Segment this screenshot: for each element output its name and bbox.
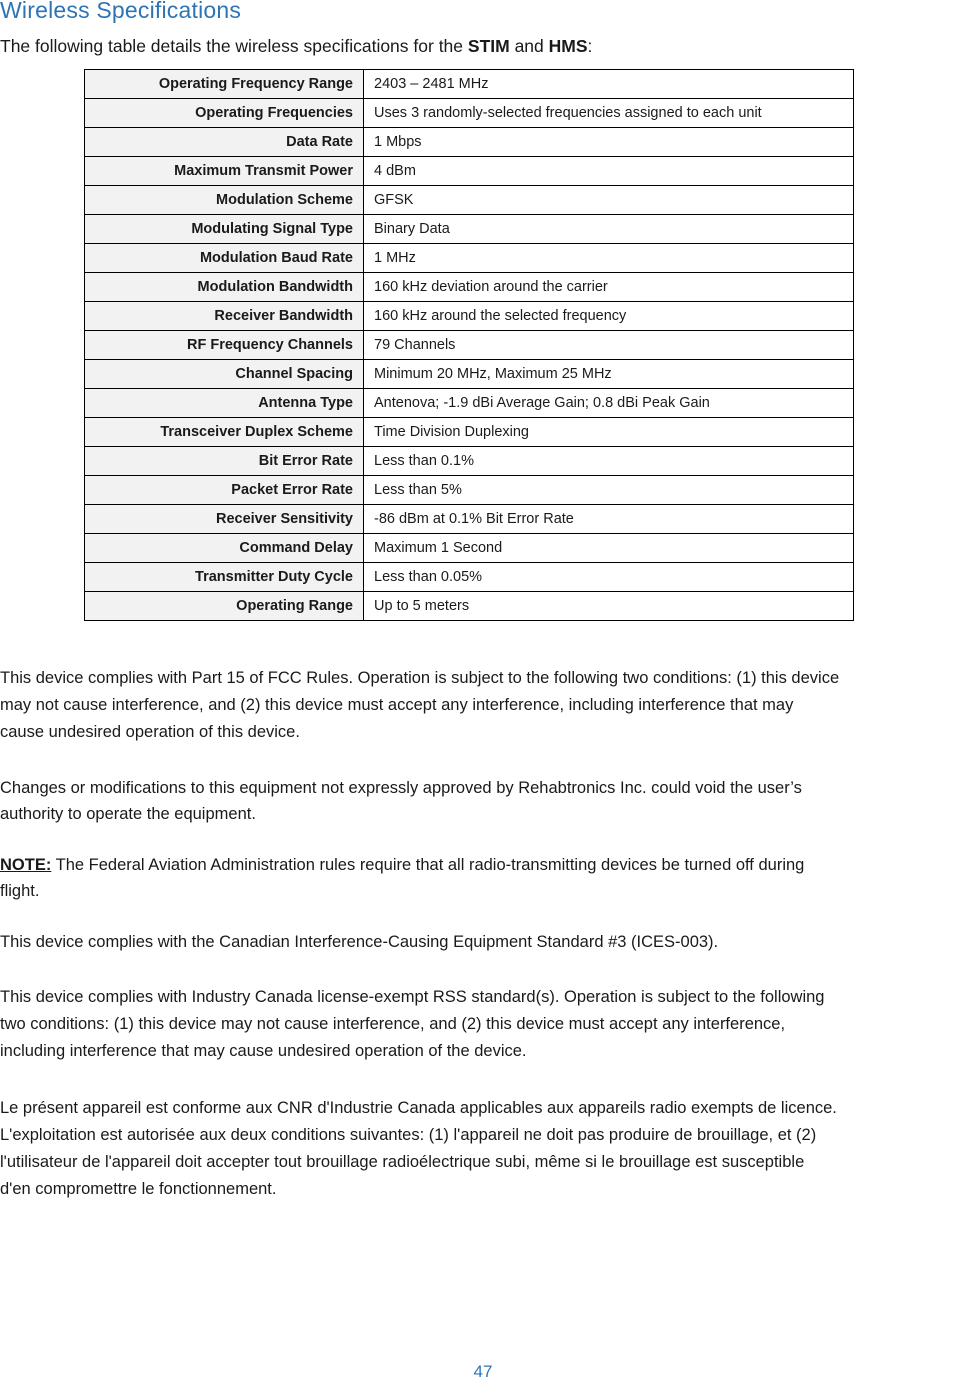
spec-value: 160 kHz deviation around the carrier bbox=[364, 273, 854, 302]
changes-line: authority to operate the equipment. bbox=[0, 805, 256, 823]
spec-key: Packet Error Rate bbox=[85, 476, 364, 505]
spec-key: Modulating Signal Type bbox=[85, 215, 364, 244]
spec-row bbox=[85, 534, 854, 563]
spec-row bbox=[85, 215, 854, 244]
french-line: d'en compromettre le fonctionnement. bbox=[0, 1180, 277, 1198]
spec-key: Command Delay bbox=[85, 534, 364, 563]
intro-hms: HMS bbox=[548, 36, 588, 56]
french-line: Le présent appareil est conforme aux CNR d'Industrie Canada applicables aux appareils radio exempts de licence. bbox=[0, 1099, 837, 1117]
section-heading: Wireless Specifications bbox=[0, 0, 242, 23]
spec-value: 2403 – 2481 MHz bbox=[364, 70, 854, 99]
spec-key: Antenna Type bbox=[85, 389, 364, 418]
fcc-line: This device complies with Part 15 of FCC Rules. Operation is subject to the following two conditions: (1) this device bbox=[0, 669, 840, 687]
spec-key: Operating Frequencies bbox=[85, 99, 364, 128]
spec-value: 79 Channels bbox=[364, 331, 854, 360]
fcc-line: may not cause interference, and (2) this device must accept any interference, including interference that may bbox=[0, 696, 794, 714]
spec-value: -86 dBm at 0.1% Bit Error Rate bbox=[364, 505, 854, 534]
wireless-spec-table bbox=[84, 69, 854, 621]
spec-key: Transceiver Duplex Scheme bbox=[85, 418, 364, 447]
spec-key: Maximum Transmit Power bbox=[85, 157, 364, 186]
spec-value: Maximum 1 Second bbox=[364, 534, 854, 563]
french-paragraph bbox=[0, 1095, 966, 1203]
intro-text bbox=[0, 36, 592, 57]
intro-suffix: : bbox=[587, 36, 593, 56]
spec-row bbox=[85, 99, 854, 128]
spec-value: Binary Data bbox=[364, 215, 854, 244]
spec-row bbox=[85, 331, 854, 360]
spec-value: Antenova; -1.9 dBi Average Gain; 0.8 dBi Peak Gain bbox=[364, 389, 854, 418]
note-line: flight. bbox=[0, 882, 40, 900]
spec-key: Modulation Baud Rate bbox=[85, 244, 364, 273]
note-line bbox=[0, 852, 966, 878]
spec-key: Receiver Sensitivity bbox=[85, 505, 364, 534]
spec-value: GFSK bbox=[364, 186, 854, 215]
ic-paragraph bbox=[0, 984, 966, 1065]
spec-row bbox=[85, 273, 854, 302]
spec-key: Receiver Bandwidth bbox=[85, 302, 364, 331]
spec-row bbox=[85, 505, 854, 534]
spec-value: 4 dBm bbox=[364, 157, 854, 186]
spec-key: Bit Error Rate bbox=[85, 447, 364, 476]
note-text: The Federal Aviation Administration rules require that all radio-transmitting devices be turned off during bbox=[51, 856, 805, 874]
spec-row bbox=[85, 302, 854, 331]
spec-value: Less than 0.1% bbox=[364, 447, 854, 476]
ic-line: This device complies with Industry Canada license-exempt RSS standard(s). Operation is subject to the following bbox=[0, 988, 825, 1006]
spec-row bbox=[85, 563, 854, 592]
note-label: NOTE: bbox=[0, 856, 52, 874]
spec-value: Time Division Duplexing bbox=[364, 418, 854, 447]
ic-line: including interference that may cause undesired operation of the device. bbox=[0, 1042, 527, 1060]
spec-row bbox=[85, 360, 854, 389]
spec-key: Channel Spacing bbox=[85, 360, 364, 389]
spec-row bbox=[85, 418, 854, 447]
spec-row bbox=[85, 244, 854, 273]
intro-prefix: The following table details the wireless specifications for the bbox=[0, 36, 468, 56]
spec-key: Operating Frequency Range bbox=[85, 70, 364, 99]
spec-key: Transmitter Duty Cycle bbox=[85, 563, 364, 592]
french-line: L'exploitation est autorisée aux deux conditions suivantes: (1) l'appareil ne doit pas produire de brouillage, et (2) bbox=[0, 1126, 817, 1144]
french-line: l'utilisateur de l'appareil doit accepter tout brouillage radioélectrique subi, même si le brouillage est susceptible bbox=[0, 1153, 805, 1171]
spec-value: Up to 5 meters bbox=[364, 592, 854, 621]
spec-value: Minimum 20 MHz, Maximum 25 MHz bbox=[364, 360, 854, 389]
intro-middle: and bbox=[509, 36, 549, 56]
page-number: 47 bbox=[473, 1362, 493, 1381]
spec-row bbox=[85, 157, 854, 186]
spec-row bbox=[85, 447, 854, 476]
ices-paragraph: This device complies with the Canadian Interference-Causing Equipment Standard #3 (ICES-003). bbox=[0, 933, 719, 951]
spec-row bbox=[85, 70, 854, 99]
spec-key: Modulation Bandwidth bbox=[85, 273, 364, 302]
spec-key: Modulation Scheme bbox=[85, 186, 364, 215]
changes-line: Changes or modifications to this equipment not expressly approved by Rehabtronics Inc. could void the user’s bbox=[0, 779, 802, 797]
spec-row bbox=[85, 592, 854, 621]
note-paragraph bbox=[0, 852, 966, 904]
ic-line: two conditions: (1) this device may not cause interference, and (2) this device must accept any interference, bbox=[0, 1015, 786, 1033]
fcc-line: cause undesired operation of this device. bbox=[0, 723, 300, 741]
spec-row bbox=[85, 186, 854, 215]
changes-paragraph bbox=[0, 775, 966, 827]
spec-row bbox=[85, 128, 854, 157]
spec-value: Less than 5% bbox=[364, 476, 854, 505]
spec-key: Operating Range bbox=[85, 592, 364, 621]
spec-value: Less than 0.05% bbox=[364, 563, 854, 592]
spec-value: Uses 3 randomly-selected frequencies assigned to each unit bbox=[364, 99, 854, 128]
spec-key: RF Frequency Channels bbox=[85, 331, 364, 360]
spec-row bbox=[85, 389, 854, 418]
spec-value: 1 Mbps bbox=[364, 128, 854, 157]
spec-value: 1 MHz bbox=[364, 244, 854, 273]
spec-key: Data Rate bbox=[85, 128, 364, 157]
fcc-paragraph bbox=[0, 665, 966, 746]
spec-value: 160 kHz around the selected frequency bbox=[364, 302, 854, 331]
intro-stim: STIM bbox=[467, 36, 510, 56]
spec-row bbox=[85, 476, 854, 505]
